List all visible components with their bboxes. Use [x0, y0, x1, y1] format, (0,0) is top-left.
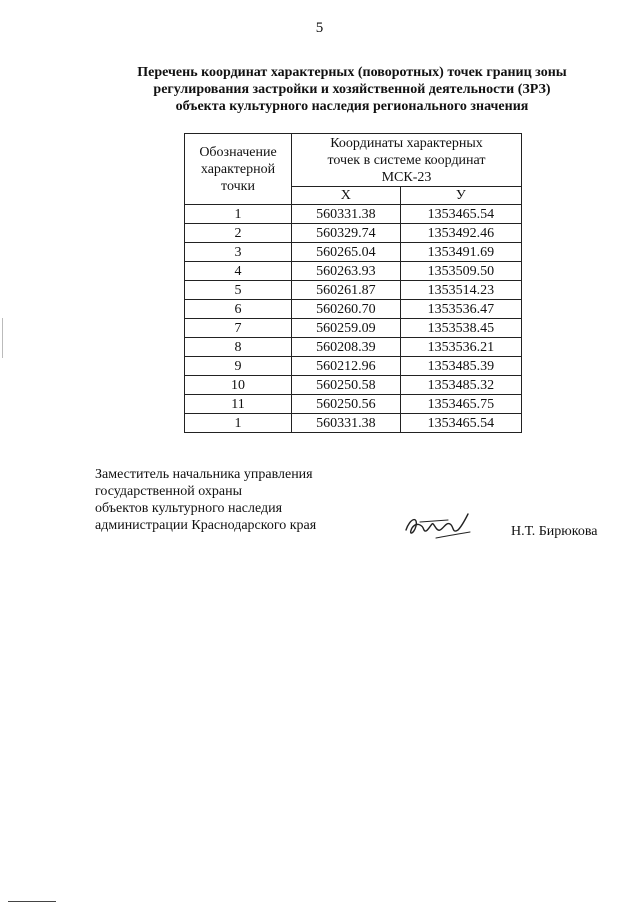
cell-y: 1353536.47: [400, 300, 521, 319]
cell-x: 560259.09: [292, 319, 401, 338]
table-row: [185, 224, 522, 243]
header-point-designation: [185, 134, 292, 205]
cell-point: 3: [185, 243, 292, 262]
table-row: [185, 205, 522, 224]
cell-point: 1: [185, 414, 292, 433]
position-line: объектов культурного наследия: [95, 501, 283, 516]
table-row: [185, 395, 522, 414]
cell-y: 1353465.54: [400, 414, 521, 433]
cell-y: 1353538.45: [400, 319, 521, 338]
cell-x: 560265.04: [292, 243, 401, 262]
cell-y: 1353492.46: [400, 224, 521, 243]
cell-x: 560329.74: [292, 224, 401, 243]
title-line: Перечень координат характерных (поворотных) точек границ зоны: [137, 65, 567, 80]
table-row: [185, 300, 522, 319]
cell-x: 560208.39: [292, 338, 401, 357]
cell-point: 1: [185, 205, 292, 224]
position-line: государственной охраны: [95, 484, 243, 499]
bottom-divider: [8, 901, 56, 902]
cell-y: 1353536.21: [400, 338, 521, 357]
title-line: регулирования застройки и хозяйственной деятельности (ЗРЗ): [153, 82, 551, 97]
cell-x: 560250.58: [292, 376, 401, 395]
cell-y: 1353465.54: [400, 205, 521, 224]
cell-point: 6: [185, 300, 292, 319]
table-row: [185, 376, 522, 395]
cell-point: 4: [185, 262, 292, 281]
cell-point: 9: [185, 357, 292, 376]
coordinates-table: [184, 133, 522, 433]
cell-y: 1353485.39: [400, 357, 521, 376]
table-row: [185, 414, 522, 433]
table-row: [185, 281, 522, 300]
cell-x: 560261.87: [292, 281, 401, 300]
cell-y: 1353491.69: [400, 243, 521, 262]
cell-x: 560212.96: [292, 357, 401, 376]
cell-x: 560263.93: [292, 262, 401, 281]
title-line: объекта культурного наследия регионального значения: [175, 99, 529, 114]
header-text: Координаты характерных: [330, 135, 483, 151]
document-title: [92, 64, 612, 115]
header-coordinates: [292, 134, 522, 187]
cell-point: 10: [185, 376, 292, 395]
signer-name: Н.Т. Бирюкова: [511, 524, 598, 539]
cell-point: 7: [185, 319, 292, 338]
table-row: [185, 319, 522, 338]
table-row: [185, 262, 522, 281]
header-x: X: [292, 187, 401, 205]
cell-y: 1353465.75: [400, 395, 521, 414]
header-text: точки: [221, 178, 255, 194]
page-number: 5: [315, 20, 324, 36]
cell-point: 2: [185, 224, 292, 243]
cell-point: 11: [185, 395, 292, 414]
position-line: Заместитель начальника управления: [95, 467, 313, 482]
header-text: точек в системе координат: [327, 152, 486, 168]
cell-y: 1353509.50: [400, 262, 521, 281]
cell-x: 560331.38: [292, 414, 401, 433]
cell-x: 560250.56: [292, 395, 401, 414]
scan-edge-mark: [2, 318, 3, 358]
cell-x: 560260.70: [292, 300, 401, 319]
cell-y: 1353514.23: [400, 281, 521, 300]
table-row: [185, 243, 522, 262]
cell-x: 560331.38: [292, 205, 401, 224]
cell-point: 8: [185, 338, 292, 357]
header-text: Обозначение: [199, 144, 277, 160]
table-row: [185, 338, 522, 357]
position-line: администрации Краснодарского края: [95, 518, 317, 533]
cell-y: 1353485.32: [400, 376, 521, 395]
header-y: У: [400, 187, 521, 205]
signer-position: [95, 466, 355, 534]
handwritten-signature: [402, 508, 474, 544]
table-row: [185, 357, 522, 376]
header-text: характерной: [200, 161, 276, 177]
cell-point: 5: [185, 281, 292, 300]
header-text: МСК-23: [381, 169, 432, 185]
